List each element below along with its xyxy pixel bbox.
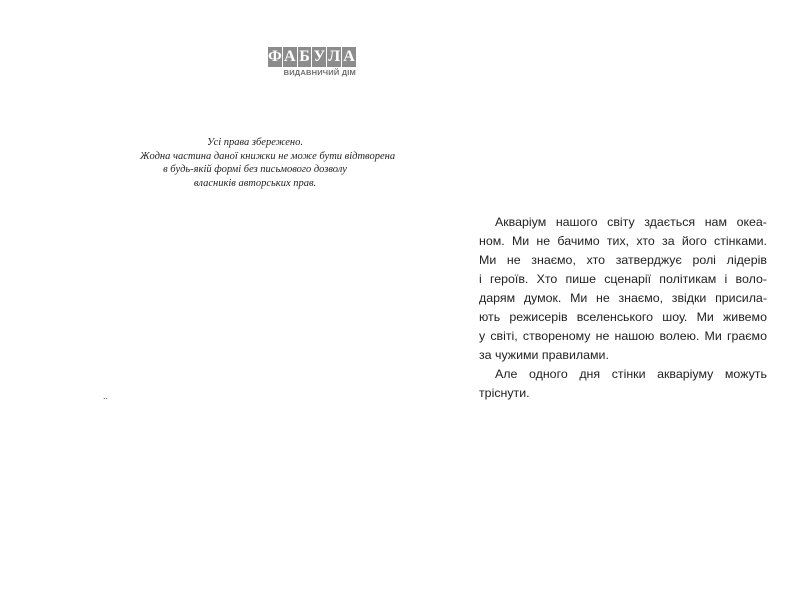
text-word: не: [506, 253, 521, 267]
text-word: стінки: [611, 367, 646, 381]
logo-letter: У: [313, 48, 326, 65]
text-word: Хто: [536, 272, 558, 286]
text-word: за: [662, 234, 675, 248]
text-word: Ми: [479, 253, 497, 267]
text-word: Ми: [511, 234, 530, 248]
text-word: нашого: [555, 215, 598, 229]
text-word: дня: [579, 367, 601, 381]
text-word: героїв.: [489, 272, 529, 286]
text-word: думок.: [523, 291, 562, 305]
text-word: акваріуму: [657, 367, 714, 381]
text-word: ють: [479, 310, 501, 324]
text-word: живемо: [723, 310, 767, 324]
copyright-notice: [140, 136, 396, 190]
page-mark: ..: [103, 391, 109, 401]
text-line: [479, 346, 767, 365]
text-word: затверджує: [615, 253, 682, 267]
text-word: хто: [586, 253, 606, 267]
text-word: не: [596, 291, 610, 305]
text-word: знаємо,: [531, 253, 576, 267]
text-word: тріснути.: [479, 386, 530, 400]
text-word: бачимо: [557, 234, 600, 248]
text-line: [479, 213, 767, 232]
text-word: не: [536, 234, 551, 248]
text-word: дарям: [479, 291, 516, 305]
copyright-line: власників авторських прав.: [193, 177, 317, 189]
text-word: і: [479, 272, 482, 286]
logo-letter: Б: [299, 48, 310, 65]
text-word: воло-: [735, 272, 767, 286]
text-word: вселенського: [576, 310, 654, 324]
publisher-logo: [268, 47, 356, 77]
text-word: звідки: [671, 291, 707, 305]
text-word: його: [681, 234, 707, 248]
logo-letter: Ф: [268, 48, 282, 65]
text-word: Але: [495, 367, 518, 381]
text-word: нашою: [614, 329, 655, 343]
copyright-line: Жодна частина даної книжки не може бути відтворена: [140, 150, 396, 162]
text-line: [479, 289, 767, 308]
text-word: політикам: [659, 272, 717, 286]
epigraph-text: [479, 213, 767, 403]
text-word: лідерів: [726, 253, 767, 267]
text-word: присила-: [715, 291, 767, 305]
logo-subtitle: ВИДАВНИЧИЙ ДІМ: [283, 68, 356, 77]
copyright-line: Усі права збережено.: [207, 137, 303, 148]
text-word: світу: [607, 215, 635, 229]
text-word: стінками.: [714, 234, 767, 248]
text-line: [479, 270, 767, 289]
text-word: Ми: [704, 329, 722, 343]
text-word: створеному: [522, 329, 591, 343]
text-word: Ми: [570, 291, 588, 305]
text-word: одного: [528, 367, 568, 381]
text-word: світі,: [490, 329, 518, 343]
text-word: Акваріум: [495, 215, 547, 229]
text-word: у: [479, 329, 486, 343]
text-word: пише: [565, 272, 596, 286]
text-word: і: [724, 272, 728, 286]
text-word: нам: [704, 215, 727, 229]
right-page: [400, 0, 800, 615]
text-word: Ми: [696, 310, 714, 324]
text-line: [479, 308, 767, 327]
text-word: шоу.: [662, 310, 688, 324]
text-word: тих,: [606, 234, 630, 248]
logo-letter: А: [343, 48, 355, 65]
text-word: правилами.: [541, 348, 609, 362]
text-word: режисерів: [509, 310, 568, 324]
text-word: хто: [636, 234, 655, 248]
text-line: [479, 384, 767, 403]
text-word: знаємо,: [618, 291, 664, 305]
text-word: океа-: [736, 215, 767, 229]
text-word: граємо: [726, 329, 767, 343]
text-word: можуть: [724, 367, 767, 381]
text-word: здається: [644, 215, 696, 229]
logo-letter: А: [283, 48, 296, 65]
text-word: за: [479, 348, 496, 362]
logo-letter: Л: [328, 48, 341, 65]
text-word: чужими: [495, 348, 542, 362]
text-word: ролі: [692, 253, 716, 267]
text-line: [479, 327, 767, 346]
logo-letters: [268, 47, 356, 67]
text-word: сценарії: [604, 272, 652, 286]
text-line: [479, 365, 767, 384]
copyright-line: в будь-якій формі без письмового дозволу: [163, 164, 347, 176]
text-line: [479, 232, 767, 251]
text-word: волею.: [659, 329, 700, 343]
text-line: [479, 251, 767, 270]
text-word: не: [595, 329, 610, 343]
text-word: ном.: [479, 234, 505, 248]
